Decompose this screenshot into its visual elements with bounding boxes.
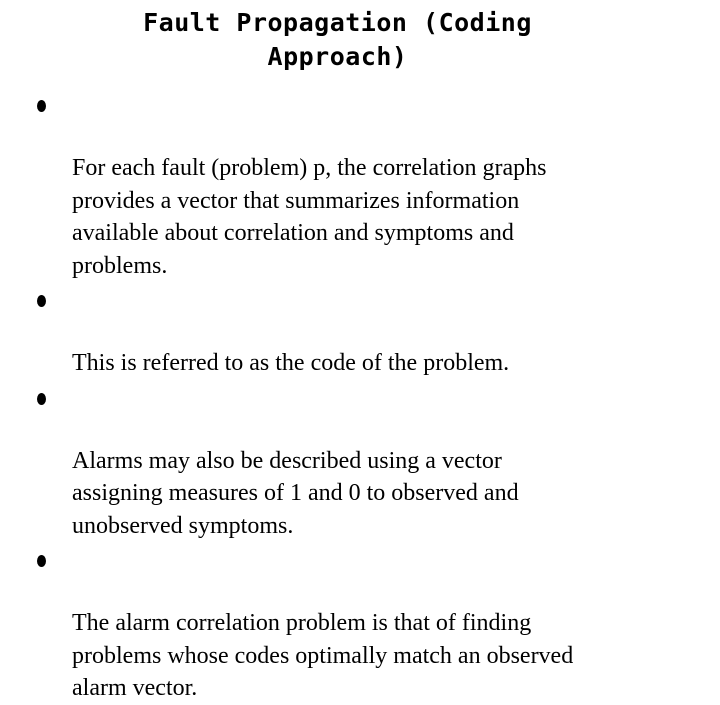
bullet-item <box>0 282 700 380</box>
bullet-text: This is referred to as the code of the problem. <box>72 350 510 376</box>
bullet-item <box>0 87 700 282</box>
bullet-dot-icon <box>37 100 46 112</box>
bullet-dot-icon <box>37 555 46 567</box>
bullet-text: For each fault (problem) p, the correlation graphs provides a vector that summarizes information available about correlation and symptoms and problems. <box>72 155 547 279</box>
bullet-list <box>0 87 700 705</box>
bullet-dot-icon <box>37 393 46 405</box>
slide-title: Fault Propagation (Coding Approach) <box>143 8 532 71</box>
bullet-text: Alarms may also be described using a vector assigning measures of 1 and 0 to observed and unobserved symptoms. <box>72 447 519 539</box>
bullet-text: The alarm correlation problem is that of finding problems whose codes optimally match an observed alarm vector. <box>72 610 574 701</box>
bullet-dot-icon <box>37 295 46 307</box>
bullet-item <box>0 542 700 705</box>
bullet-item <box>0 380 700 543</box>
